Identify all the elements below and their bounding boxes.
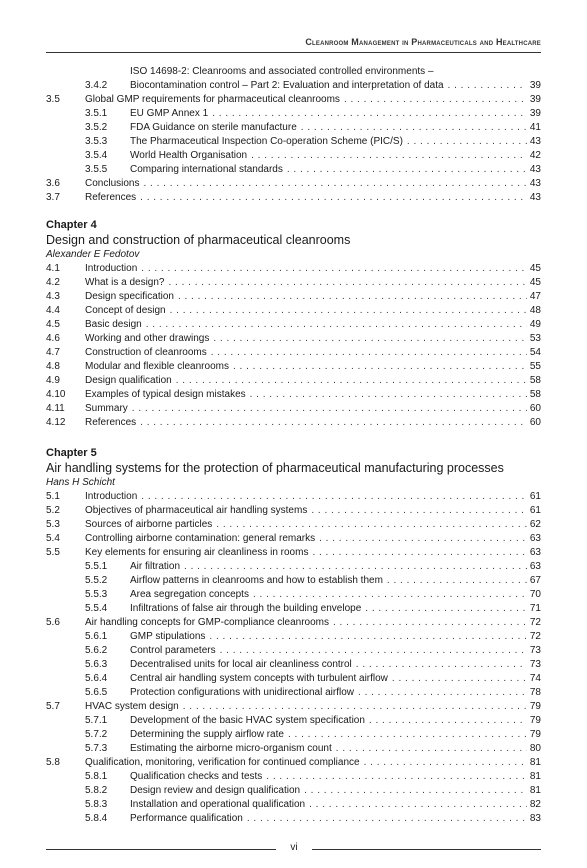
dot-leader [220,644,527,658]
toc-entry[interactable] [0,121,587,135]
page-number: vi [290,842,298,853]
toc-entry[interactable] [0,602,587,616]
dot-leader [184,560,527,574]
toc-entry-number: 4.8 [46,361,60,372]
toc-entry-page: 63 [529,533,541,544]
toc-entry-page: 70 [529,589,541,600]
toc-entry-title: EU GMP Annex 1 [130,108,209,119]
toc-entry-page: 39 [529,108,541,119]
toc-entry-page: 58 [529,375,541,386]
toc-entry-title: Global GMP requirements for pharmaceutical cleanrooms [85,94,340,105]
toc-entry-page: 39 [529,94,541,105]
toc-entry[interactable] [0,532,587,546]
dot-leader [209,630,527,644]
footer-rule-right [312,849,541,850]
dot-leader [251,149,527,163]
dot-leader [213,332,527,346]
toc-entry[interactable] [0,518,587,532]
toc-entry-title: Air filtration [130,561,181,572]
toc-entry-number: 5.8.4 [85,813,108,824]
toc-entry-page: 81 [529,771,541,782]
toc-entry-title: Comparing international standards [130,164,283,175]
dot-leader [309,798,527,812]
toc-entry-number: 4.4 [46,305,60,316]
toc-entry[interactable] [0,658,587,672]
toc-entry[interactable] [0,546,587,560]
toc-entry-number: 5.6.2 [85,645,108,656]
toc-entry[interactable] [0,784,587,798]
toc-entry-page: 45 [529,263,541,274]
toc-entry-title-line1: ISO 14698-2: Cleanrooms and associated controlled environments – [130,66,434,77]
toc-entry[interactable] [0,304,587,318]
toc-entry-number: 3.6 [46,178,60,189]
dot-leader [301,121,527,135]
toc-entry-title: Introduction [85,263,138,274]
dot-leader [141,262,527,276]
toc-entry-title: Modular and flexible cleanrooms [85,361,229,372]
dot-leader [183,700,527,714]
toc-entry-page: 80 [529,743,541,754]
dot-leader [392,672,527,686]
toc-entry-number: 5.2 [46,505,60,516]
dot-leader [132,402,527,416]
dot-leader [333,616,527,630]
toc-entry-title: Development of the basic HVAC system specification [130,715,365,726]
toc-entry-number: 3.5.1 [85,108,108,119]
dot-leader [312,546,527,560]
toc-entry[interactable] [0,360,587,374]
dot-leader [169,276,528,290]
toc-entry-title: Key elements for ensuring air cleanliness in rooms [85,547,309,558]
dot-leader [364,756,527,770]
toc-entry-title: Estimating the airborne micro-organism count [130,743,332,754]
chapter-author: Hans H Schicht [46,477,115,488]
toc-entry[interactable] [0,290,587,304]
toc-entry-title: Determining the supply airflow rate [130,729,284,740]
toc-entry[interactable] [0,93,587,107]
toc-entry-page: 60 [529,403,541,414]
toc-entry-page: 79 [529,701,541,712]
chapter-title[interactable]: Air handling systems for the protection of pharmaceutical manufacturing processes [46,461,504,475]
dot-leader [176,374,527,388]
toc-entry-number: 4.10 [46,389,66,400]
footer-rule-left [46,849,276,850]
toc-entry-number: 5.4 [46,533,60,544]
toc-entry-page: 54 [529,347,541,358]
toc-entry[interactable] [0,135,587,149]
toc-entry-page: 55 [529,361,541,372]
toc-entry-number: 5.5.1 [85,561,108,572]
toc-entry-number: 5.6.1 [85,631,108,642]
dot-leader [407,135,527,149]
toc-entry-title: What is a design? [85,277,165,288]
toc-entry[interactable] [0,388,587,402]
toc-entry-title: Introduction [85,491,138,502]
chapter-title[interactable]: Design and construction of pharmaceutical cleanrooms [46,233,351,247]
dot-leader [304,784,527,798]
dot-leader [170,304,527,318]
toc-entry-title: GMP stipulations [130,631,206,642]
dot-leader [140,191,527,205]
toc-entry[interactable] [0,574,587,588]
toc-entry[interactable] [0,79,587,93]
toc-entry-title: Protection configurations with unidirectional airflow [130,687,355,698]
toc-entry-title: Objectives of pharmaceutical air handling systems [85,505,308,516]
dot-leader [356,658,527,672]
toc-entry[interactable] [0,346,587,360]
toc-entry-number: 3.5.2 [85,122,108,133]
toc-entry-title: Performance qualification [130,813,243,824]
toc-entry-number: 4.3 [46,291,60,302]
toc-entry-number: 5.8 [46,757,60,768]
dot-leader [253,588,527,602]
toc-entry-number: 5.7.1 [85,715,108,726]
toc-entry-page: 42 [529,150,541,161]
toc-entry[interactable] [0,644,587,658]
toc-entry-number: 4.12 [46,417,66,428]
toc-entry[interactable] [0,560,587,574]
toc-entry-page: 72 [529,631,541,642]
dot-leader [311,504,527,518]
dot-leader [365,602,527,616]
toc-entry-page: 83 [529,813,541,824]
toc-entry[interactable] [0,714,587,728]
dot-leader [288,728,527,742]
toc-entry-title: Airflow patterns in cleanrooms and how to establish them [130,575,383,586]
toc-entry-number: 5.8.3 [85,799,108,810]
toc-entry[interactable] [0,191,587,205]
toc-entry-title: Working and other drawings [85,333,210,344]
toc-entry-page: 61 [529,505,541,516]
toc-entry-number: 5.5.2 [85,575,108,586]
toc-entry[interactable] [0,770,587,784]
toc-entry-number: 5.6.4 [85,673,108,684]
toc-entry-number: 5.6.3 [85,659,108,670]
toc-entry-title: Infiltrations of false air through the building envelope [130,603,362,614]
toc-entry[interactable] [0,798,587,812]
toc-entry-title: Design qualification [85,375,172,386]
dot-leader [387,574,527,588]
dot-leader [212,107,527,121]
toc-entry-page: 53 [529,333,541,344]
dot-leader [178,290,527,304]
dot-leader [216,518,527,532]
running-header: Cleanroom Management in Pharmaceuticals and Healthcare [305,37,541,47]
toc-entry-page: 39 [529,80,541,91]
toc-entry-page: 79 [529,715,541,726]
dot-leader [141,490,527,504]
toc-entry-number: 5.8.1 [85,771,108,782]
toc-entry-page: 43 [529,192,541,203]
toc-entry-title: Conclusions [85,178,140,189]
toc-entry[interactable] [0,490,587,504]
toc-entry-number: 5.7.3 [85,743,108,754]
toc-entry-number: 4.2 [46,277,60,288]
toc-entry-number: 5.8.2 [85,785,108,796]
toc-entry-number: 5.1 [46,491,60,502]
toc-entry-number: 5.7.2 [85,729,108,740]
toc-entry-page: 48 [529,305,541,316]
toc-entry-title: Installation and operational qualification [130,799,306,810]
toc-entry-title: FDA Guidance on sterile manufacture [130,122,297,133]
dot-leader [287,163,527,177]
dot-leader [140,416,527,430]
toc-entry[interactable] [0,686,587,700]
toc-entry-title: HVAC system design [85,701,179,712]
toc-entry-title: Design specification [85,291,174,302]
toc-entry[interactable] [0,700,587,714]
toc-entry[interactable] [0,728,587,742]
toc-entry-page: 41 [529,122,541,133]
toc-entry[interactable] [0,107,587,121]
toc-entry-title: Air handling concepts for GMP-compliance cleanrooms [85,617,329,628]
toc-entry[interactable] [0,504,587,518]
toc-entry-title: Construction of cleanrooms [85,347,207,358]
toc-entry-page: 78 [529,687,541,698]
toc-entry-number: 4.6 [46,333,60,344]
toc-entry[interactable] [0,402,587,416]
toc-entry[interactable] [0,588,587,602]
toc-entry-title: Summary [85,403,128,414]
toc-entry-page: 43 [529,164,541,175]
toc-entry-title: Basic design [85,319,142,330]
toc-entry-number: 5.5 [46,547,60,558]
dot-leader [369,714,527,728]
toc-entry[interactable] [0,742,587,756]
toc-entry-page: 61 [529,491,541,502]
toc-entry-page: 43 [529,178,541,189]
toc-entry-number: 5.3 [46,519,60,530]
toc-entry-number: 3.5.5 [85,164,108,175]
dot-leader [146,318,527,332]
toc-entry[interactable] [0,672,587,686]
toc-entry-page: 74 [529,673,541,684]
toc-entry-title: Qualification, monitoring, verification for continued compliance [85,757,360,768]
toc-entry-page: 82 [529,799,541,810]
toc-entry-number: 5.6 [46,617,60,628]
toc-entry-number: 5.5.4 [85,603,108,614]
chapter-label: Chapter 5 [46,447,97,459]
toc-entry[interactable] [0,262,587,276]
toc-entry[interactable] [0,149,587,163]
toc-entry-number: 4.11 [46,403,65,414]
toc-entry-title: Controlling airborne contamination: general remarks [85,533,316,544]
toc-entry[interactable] [0,756,587,770]
toc-entry-number: 4.7 [46,347,60,358]
toc-entry-title: Qualification checks and tests [130,771,263,782]
toc-entry[interactable] [0,616,587,630]
toc-entry-page: 79 [529,729,541,740]
toc-entry-number: 3.5.4 [85,150,108,161]
chapter-label: Chapter 4 [46,219,97,231]
toc-entry-page: 72 [529,617,541,628]
dot-leader [358,686,527,700]
toc-entry-page: 49 [529,319,541,330]
toc-entry-page: 63 [529,547,541,558]
toc-entry-title: Sources of airborne particles [85,519,213,530]
toc-entry-title: Area segregation concepts [130,589,249,600]
toc-entry-title: Concept of design [85,305,166,316]
toc-entry-page: 62 [529,519,541,530]
toc-entry-number: 3.4.2 [85,80,108,91]
toc-entry-title: Central air handling system concepts with turbulent airflow [130,673,388,684]
toc-entry[interactable] [0,318,587,332]
toc-entry-title: Control parameters [130,645,216,656]
toc-entry-page: 67 [529,575,541,586]
toc-entry-title: Decentralised units for local air cleanliness control [130,659,352,670]
dot-leader [319,532,527,546]
toc-entry-number: 3.5.3 [85,136,108,147]
toc-entry-page: 60 [529,417,541,428]
toc-entry-number: 3.7 [46,192,60,203]
toc-entry-title: References [85,417,137,428]
dot-leader [247,812,527,826]
toc-entry[interactable] [0,276,587,290]
toc-entry-number: 4.9 [46,375,60,386]
toc-entry-title: The Pharmaceutical Inspection Co-operation Scheme (PIC/S) [130,136,403,147]
toc-entry-page: 81 [529,785,541,796]
dot-leader [336,742,527,756]
toc-entry-number: 5.5.3 [85,589,108,600]
toc-entry[interactable] [0,374,587,388]
toc-entry-page: 73 [529,659,541,670]
toc-entry-number: 5.7 [46,701,60,712]
chapter-author: Alexander E Fedotov [46,249,140,260]
dot-leader [266,770,527,784]
toc-entry-number: 5.6.5 [85,687,108,698]
toc-entry-page: 47 [529,291,541,302]
toc-entry-number: 4.1 [46,263,60,274]
dot-leader [233,360,527,374]
toc-entry-page: 58 [529,389,541,400]
toc-entry-page: 63 [529,561,541,572]
toc-entry[interactable] [0,812,587,826]
toc-entry[interactable] [0,630,587,644]
toc-entry[interactable] [0,416,587,430]
toc-entry-title: References [85,192,137,203]
toc-entry-title: Biocontamination control – Part 2: Evaluation and interpretation of data [130,80,444,91]
dot-leader [250,388,527,402]
toc-entry-title: World Health Organisation [130,150,248,161]
dot-leader [211,346,527,360]
toc-entry-page: 45 [529,277,541,288]
toc-entry-number: 4.5 [46,319,60,330]
dot-leader [448,79,527,93]
toc-entry[interactable] [0,163,587,177]
toc-entry-page: 81 [529,757,541,768]
toc-entry[interactable] [0,332,587,346]
toc-entry-number: 3.5 [46,94,60,105]
toc-entry[interactable] [0,177,587,191]
toc-entry-page: 43 [529,136,541,147]
toc-entry-title: Examples of typical design mistakes [85,389,246,400]
header-rule [46,52,541,53]
toc-entry-page: 71 [529,603,541,614]
dot-leader [344,93,527,107]
toc-entry-page: 73 [529,645,541,656]
toc-entry-title: Design review and design qualification [130,785,301,796]
dot-leader [143,177,527,191]
